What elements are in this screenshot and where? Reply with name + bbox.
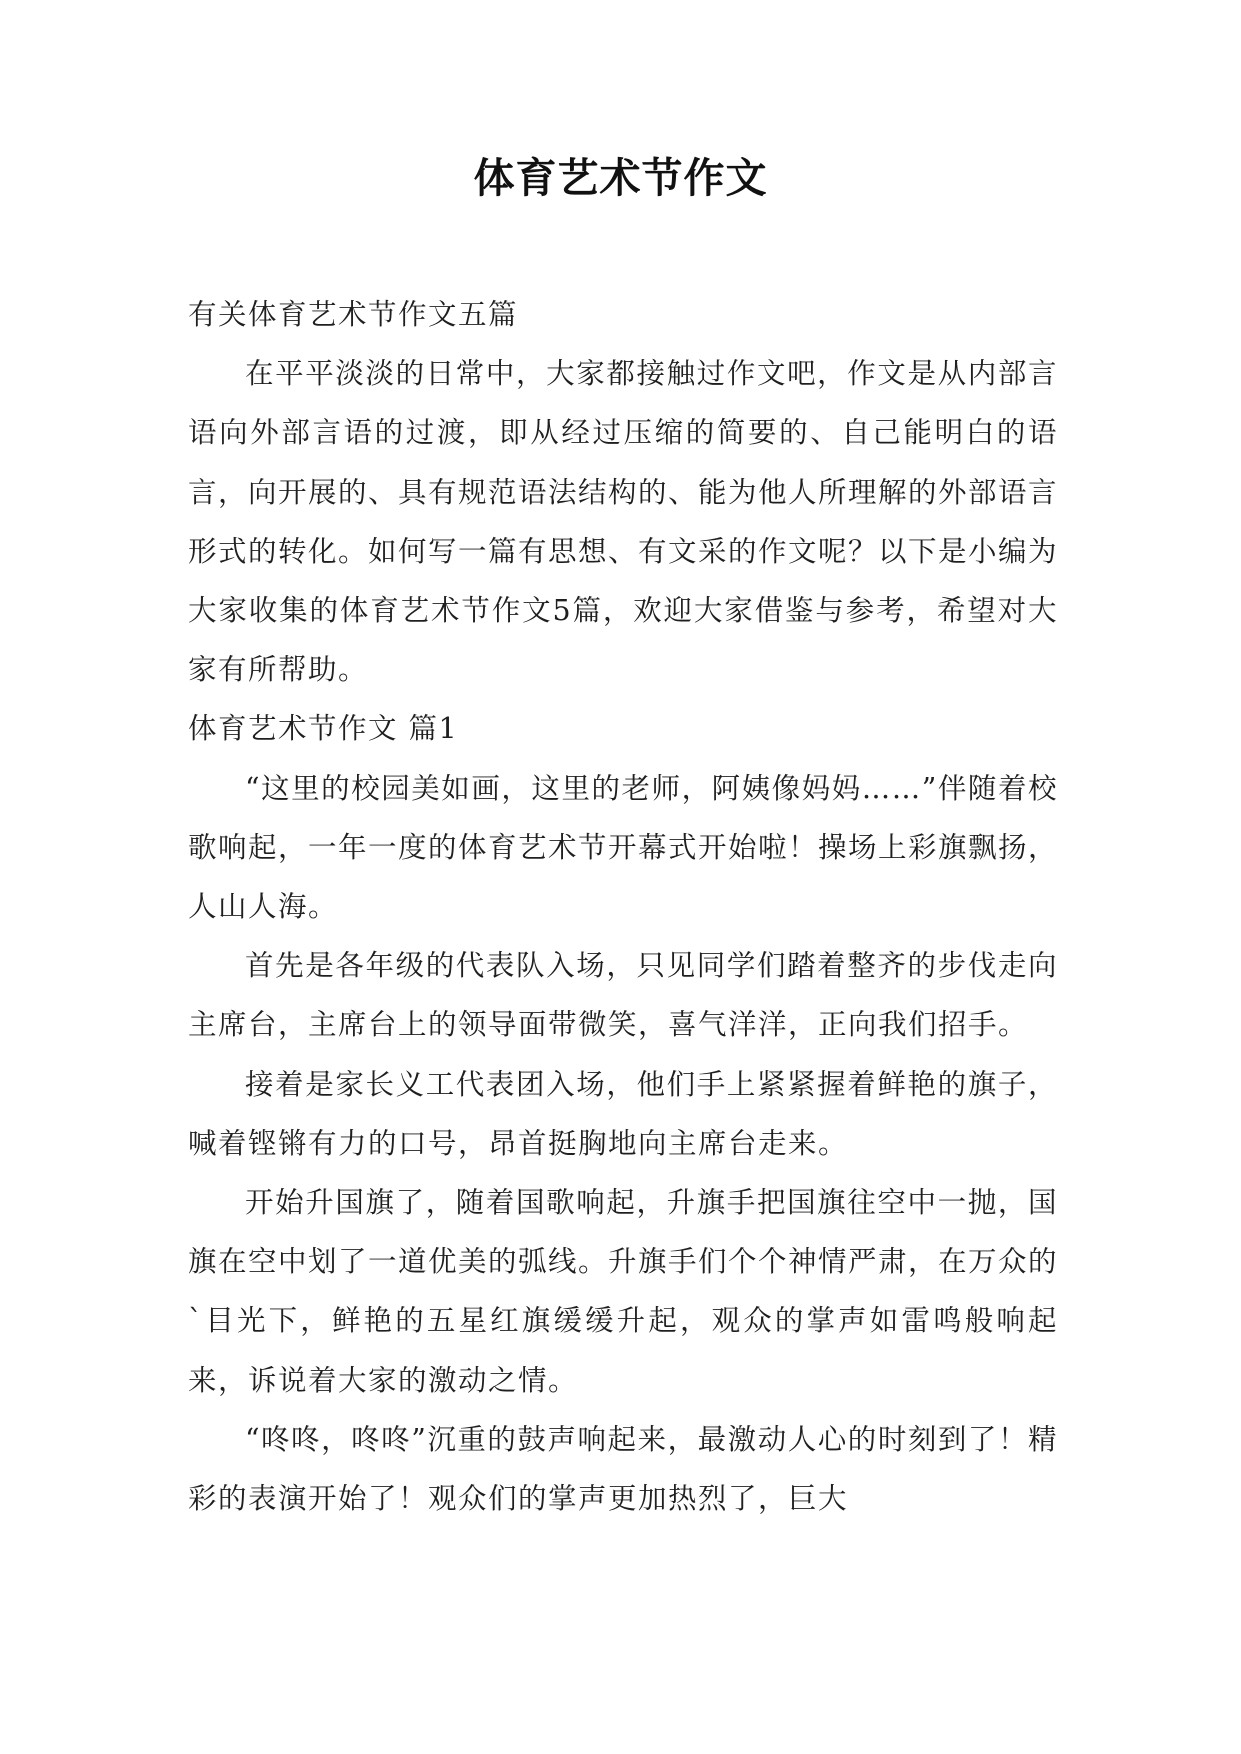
body-paragraph: 首先是各年级的代表队入场，只见同学们踏着整齐的步伐走向主席台，主席台上的领导面带微笑，喜气洋洋，正向我们招手。 bbox=[188, 949, 1058, 1042]
intro-paragraph: 在平平淡淡的日常中，大家都接触过作文吧，作文是从内部言语向外部言语的过渡，即从经过压缩的简要的、自己能明白的语言，向开展的、具有规范语法结构的、能为他人所理解的外部语言形式的转化。如何写一篇有思想、有文采的作文呢？以下是小编为大家收集的体育艺术节作文5篇，欢迎大家借鉴与参考，希望对大家有所帮助。 bbox=[188, 357, 1059, 687]
body-paragraph: 开始升国旗了，随着国歌响起，升旗手把国旗往空中一抛，国旗在空中划了一道优美的弧线。升旗手们个个神情严肃，在万众的`目光下，鲜艳的五星红旗缓缓升起，观众的掌声如雷鸣般响起来，诉说着大家的激动之情。 bbox=[188, 1186, 1059, 1397]
body-paragraph: 接着是家长义工代表团入场，他们手上紧紧握着鲜艳的旗子，喊着铿锵有力的口号，昂首挺胸地向主席台走来。 bbox=[188, 1067, 1058, 1160]
section-heading: 体育艺术节作文 篇1 bbox=[188, 712, 459, 746]
body-paragraph: “这里的校园美如画，这里的老师，阿姨像妈妈……”伴随着校歌响起，一年一度的体育艺术节开幕式开始啦！操场上彩旗飘扬，人山人海。 bbox=[188, 771, 1059, 924]
article-heading: 有关体育艺术节作文五篇 bbox=[188, 298, 519, 331]
document-body bbox=[188, 285, 1058, 1528]
document-title: 体育艺术节作文 bbox=[473, 154, 768, 202]
body-paragraph: “咚咚，咚咚”沉重的鼓声响起来，最激动人心的时刻到了！精彩的表演开始了！观众们的掌声更加热烈了，巨大 bbox=[188, 1422, 1058, 1516]
